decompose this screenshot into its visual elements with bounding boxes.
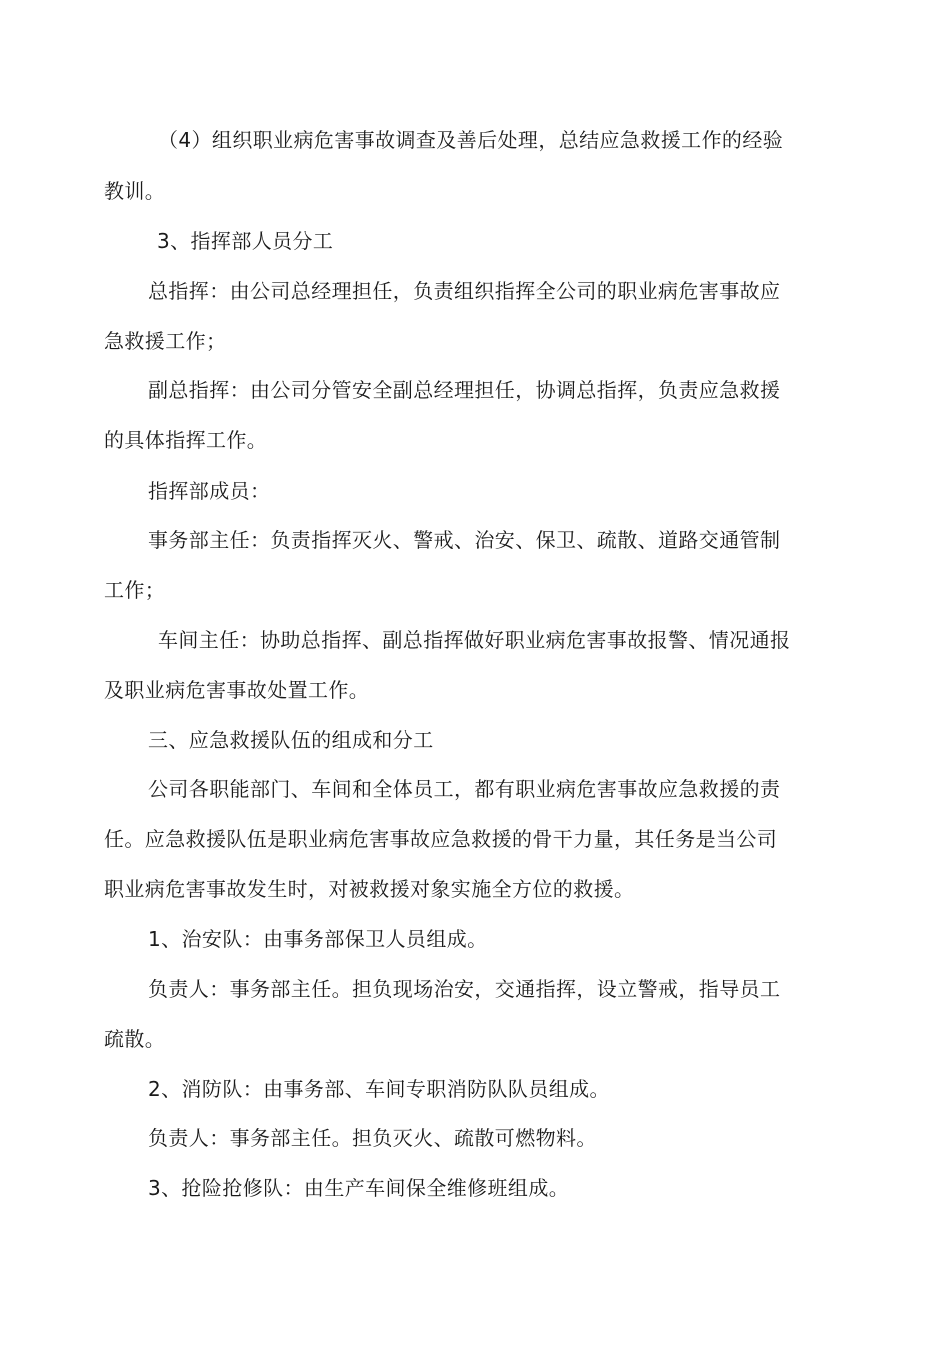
text-line: 3、抢险抢修队：由生产车间保全维修班组成。 xyxy=(148,1176,570,1200)
text-line: 车间主任：协助总指挥、副总指挥做好职业病危害事故报警、情况通报 xyxy=(158,628,791,652)
section-heading: 三、应急救援队伍的组成和分工 xyxy=(148,728,434,752)
text-line: 教训。 xyxy=(104,179,166,203)
text-line: 疏散。 xyxy=(104,1027,166,1051)
text-line: 指挥部成员： xyxy=(148,479,271,503)
text-line: 工作； xyxy=(104,578,166,602)
text-line: 负责人：事务部主任。担负灭火、疏散可燃物料。 xyxy=(148,1126,597,1150)
text-line: （4）组织职业病危害事故调查及善后处理，总结应急救援工作的经验 xyxy=(158,128,784,152)
text-line: 及职业病危害事故处置工作。 xyxy=(104,678,370,702)
text-line: 事务部主任：负责指挥灭火、警戒、治安、保卫、疏散、道路交通管制 xyxy=(148,528,781,552)
text-line: 副总指挥：由公司分管安全副总经理担任，协调总指挥，负责应急救援 xyxy=(148,378,781,402)
text-line: 总指挥：由公司总经理担任，负责组织指挥全公司的职业病危害事故应 xyxy=(148,279,781,303)
text-line: 公司各职能部门、车间和全体员工，都有职业病危害事故应急救援的责 xyxy=(148,777,781,801)
text-line: 任。应急救援队伍是职业病危害事故应急救援的骨干力量，其任务是当公司 xyxy=(104,827,778,851)
text-line: 职业病危害事故发生时，对被救援对象实施全方位的救援。 xyxy=(104,877,635,901)
text-line: 急救援工作； xyxy=(104,329,227,353)
text-line: 2、消防队：由事务部、车间专职消防队队员组成。 xyxy=(148,1077,610,1101)
text-line: 负责人：事务部主任。担负现场治安，交通指挥，设立警戒，指导员工 xyxy=(148,977,781,1001)
text-line: 1、治安队：由事务部保卫人员组成。 xyxy=(148,927,488,951)
section-heading: 3、指挥部人员分工 xyxy=(157,229,334,253)
text-line: 的具体指挥工作。 xyxy=(104,428,268,452)
